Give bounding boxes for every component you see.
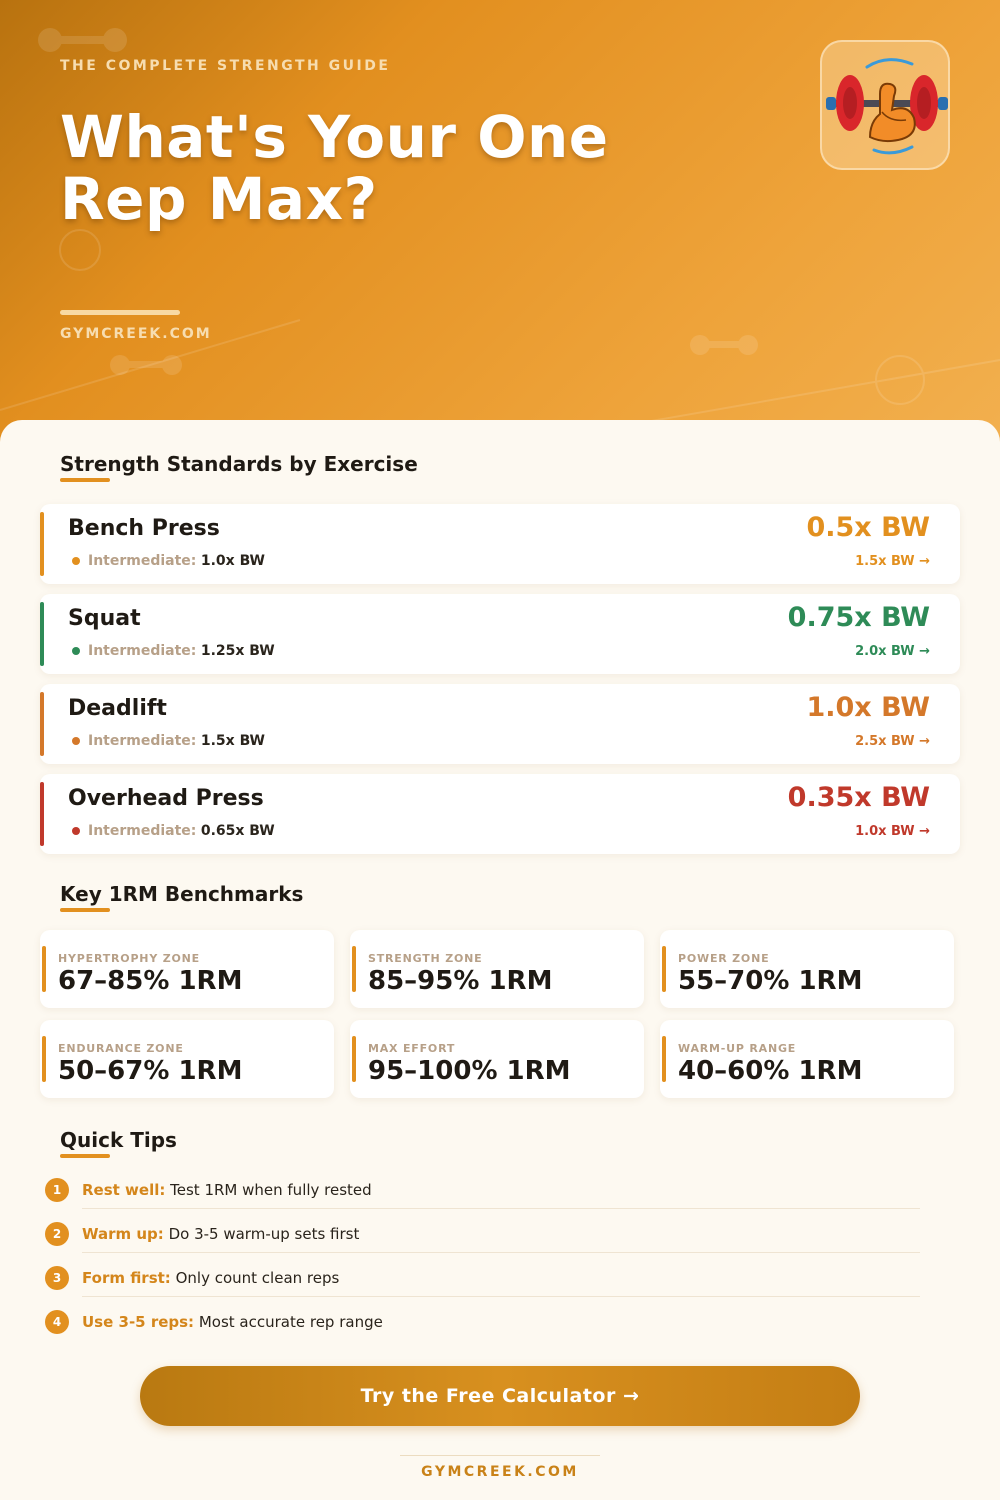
benchmark-accent-bar [42,1036,46,1082]
tip-number-badge: 3 [45,1266,69,1290]
benchmark-card [40,1020,334,1098]
benchmark-label: WARM-UP RANGE [678,1042,797,1055]
benchmark-accent-bar [42,946,46,992]
tip-divider [82,1252,920,1253]
intermediate-label: Intermediate: [88,733,197,749]
benchmark-value: 40–60% 1RM [678,1056,863,1086]
benchmark-value: 55–70% 1RM [678,966,863,996]
beginner-value: 0.75x BW [787,602,930,633]
benchmark-label: ENDURANCE ZONE [58,1042,184,1055]
tip-body: Test 1RM when fully rested [170,1181,372,1199]
hero-site-name: GYMCREEK.COM [60,326,212,342]
benchmark-card [350,1020,644,1098]
intermediate-standard [88,733,265,749]
status-dot-icon [72,737,80,745]
advanced-value: 1.0x BW → [855,824,930,839]
intermediate-label: Intermediate: [88,553,197,569]
tip-key: Warm up: [82,1225,164,1243]
status-dot-icon [72,557,80,565]
benchmark-card [660,1020,954,1098]
beginner-value: 0.35x BW [787,782,930,813]
tip-key: Rest well: [82,1181,166,1199]
status-dot-icon [72,647,80,655]
tip-divider [82,1296,920,1297]
standards-heading: Strength Standards by Exercise [60,452,418,476]
benchmark-label: STRENGTH ZONE [368,952,483,965]
tip-item [45,1266,920,1310]
tip-text [82,1269,339,1287]
intermediate-label: Intermediate: [88,643,197,659]
benchmark-accent-bar [352,1036,356,1082]
exercise-accent-bar [40,602,44,666]
benchmark-card [40,930,334,1008]
advanced-value: 1.5x BW → [855,554,930,569]
tip-key: Use 3-5 reps: [82,1313,195,1331]
benchmark-value: 67–85% 1RM [58,966,243,996]
try-calculator-button[interactable]: Try the Free Calculator → [140,1366,860,1426]
exercise-name: Deadlift [68,696,167,721]
advanced-value: 2.0x BW → [855,644,930,659]
tip-number-badge: 1 [45,1178,69,1202]
intermediate-standard [88,823,275,839]
exercise-card-deadlift [40,684,960,764]
logo-badge [820,40,950,170]
tip-number-badge: 4 [45,1310,69,1334]
tip-item [45,1178,920,1222]
advanced-value: 2.5x BW → [855,734,930,749]
tip-body: Do 3-5 warm-up sets first [168,1225,360,1243]
page-title: What's Your One Rep Max? [60,103,609,233]
intermediate-value: 1.5x BW [200,733,265,749]
intermediate-value: 1.0x BW [200,553,265,569]
intermediate-value: 0.65x BW [200,823,275,839]
benchmark-label: POWER ZONE [678,952,770,965]
footer-site-name: GYMCREEK.COM [421,1464,579,1480]
tip-text [82,1181,372,1199]
benchmark-value: 50–67% 1RM [58,1056,243,1086]
status-dot-icon [72,827,80,835]
benchmark-value: 85–95% 1RM [368,966,553,996]
benchmark-accent-bar [662,1036,666,1082]
exercise-accent-bar [40,692,44,756]
exercise-card-squat [40,594,960,674]
exercise-accent-bar [40,512,44,576]
tip-item [45,1310,920,1354]
hero-kicker: THE COMPLETE STRENGTH GUIDE [60,58,391,74]
intermediate-standard [88,643,275,659]
exercise-name: Bench Press [68,516,220,541]
exercise-card-overhead-press [40,774,960,854]
tips-heading: Quick Tips [60,1128,177,1152]
tip-body: Only count clean reps [175,1269,340,1287]
tip-text [82,1225,359,1243]
tip-number-badge: 2 [45,1222,69,1246]
footer-divider [400,1455,600,1456]
benchmark-accent-bar [662,946,666,992]
benchmark-accent-bar [352,946,356,992]
intermediate-label: Intermediate: [88,823,197,839]
tip-divider [82,1208,920,1209]
flexed-arm-dumbbell-icon [822,42,952,172]
hero-banner [0,0,1000,460]
benchmark-card [660,930,954,1008]
beginner-value: 0.5x BW [806,512,930,543]
intermediate-value: 1.25x BW [200,643,275,659]
benchmark-card [350,930,644,1008]
benchmarks-underline [60,908,110,912]
tip-item [45,1222,920,1266]
hero-divider [60,310,180,315]
benchmark-label: HYPERTROPHY ZONE [58,952,200,965]
beginner-value: 1.0x BW [806,692,930,723]
tip-key: Form first: [82,1269,171,1287]
exercise-card-bench-press [40,504,960,584]
benchmark-label: MAX EFFORT [368,1042,456,1055]
exercise-name: Squat [68,606,141,631]
standards-underline [60,478,110,482]
intermediate-standard [88,553,265,569]
tips-underline [60,1154,110,1158]
benchmark-value: 95–100% 1RM [368,1056,571,1086]
exercise-accent-bar [40,782,44,846]
exercise-name: Overhead Press [68,786,264,811]
benchmarks-heading: Key 1RM Benchmarks [60,882,304,906]
tip-text [82,1313,383,1331]
tip-body: Most accurate rep range [198,1313,383,1331]
